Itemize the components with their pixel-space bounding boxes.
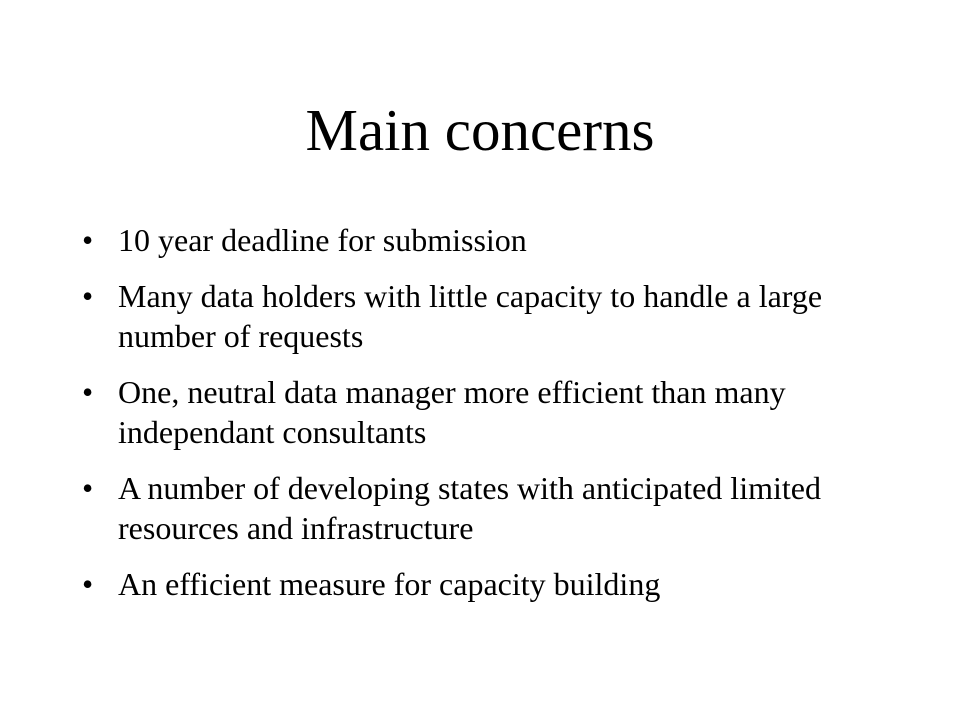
bullet-item <box>82 564 882 604</box>
bullet-text: A number of developing states with anticipated limited resources and infrastructure <box>118 470 821 546</box>
bullet-text: One, neutral data manager more efficient than many independant consultants <box>118 374 786 450</box>
slide-title: Main concerns <box>305 97 655 163</box>
bullet-item <box>82 220 882 260</box>
bullet-icon: • <box>82 566 94 602</box>
bullet-item <box>82 276 882 356</box>
bullet-icon: • <box>82 374 94 410</box>
bullet-icon: • <box>82 222 94 258</box>
bullet-text: Many data holders with little capacity to handle a large number of requests <box>118 278 823 354</box>
bullet-item <box>82 372 882 452</box>
bullet-list <box>82 220 882 620</box>
bullet-text: An efficient measure for capacity building <box>118 566 661 602</box>
bullet-icon: • <box>82 470 94 506</box>
bullet-text: 10 year deadline for submission <box>118 222 527 258</box>
bullet-item <box>82 468 882 548</box>
bullet-icon: • <box>82 278 94 314</box>
